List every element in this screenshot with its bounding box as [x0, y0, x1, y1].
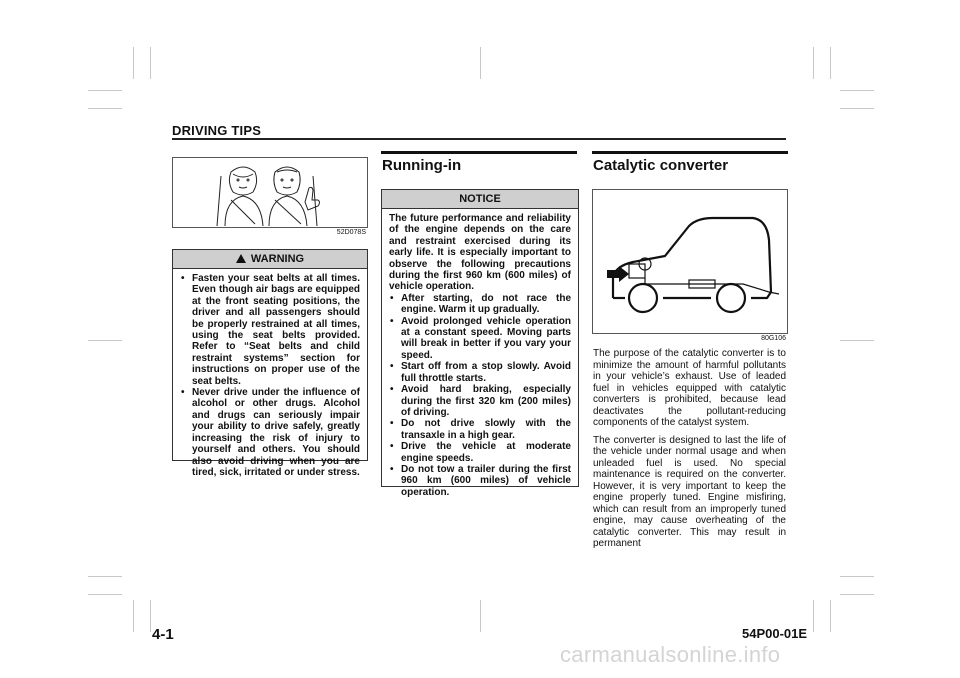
notice-box	[381, 189, 579, 498]
catalytic-converter-illustration	[592, 189, 788, 334]
running-in-heading: Running-in	[382, 157, 462, 174]
notice-item: • Do not drive slowly with the transaxle in a high gear.	[389, 418, 571, 441]
notice-body	[382, 209, 578, 504]
passengers-with-seatbelts-icon	[173, 158, 367, 227]
catalytic-heading: Catalytic converter	[593, 157, 729, 174]
warning-item: • Never drive under the influence of alcohol or other drugs. Alcohol and drugs can seriously impair your ability to drive safely, greatly increasing the risk of injury to yourself and others. You should also avoid driving when you are tired, sick, irritated or under stress.	[180, 387, 360, 478]
notice-item: • Drive the vehicle at moderate engine speeds.	[389, 441, 571, 464]
warning-triangle-icon	[236, 254, 246, 263]
warning-title: WARNING	[250, 253, 305, 265]
watermark: carmanualsonline.info	[560, 642, 781, 667]
paragraph: The converter is designed to last the life of the vehicle under normal usage and when unleaded fuel is used. No special maintenance is required on the converter. However, it is very important to keep the engine properly tuned. Engine misfiring, which can result from an improperly tuned engine, may cause overheating of the catalytic converter. This may result in permanent	[593, 434, 786, 549]
header-rule	[172, 138, 786, 140]
section-title: DRIVING TIPS	[172, 123, 262, 138]
notice-title: NOTICE	[382, 190, 578, 209]
warning-item: • Fasten your seat belts at all times. Even though air bags are equipped at the front seating positions, the driver and all passengers should be properly restrained at all times, using the seat belts provided. Refer to “Seat belts and child restraint systems” section for instructions on proper use of the seat belts.	[180, 273, 360, 387]
warning-title-bar	[173, 250, 367, 269]
notice-intro: The future performance and reliability of the engine depends on the care and restraint exercised during its early life. It is especially important to observe the following precautions during the first 960 km (600 miles) of vehicle operation.	[389, 213, 571, 293]
catalytic-heading-rule	[592, 151, 788, 154]
warning-list	[180, 273, 360, 478]
notice-list	[389, 293, 571, 498]
figure-code-right: 80G106	[761, 335, 786, 342]
notice-item: • Avoid hard braking, especially during the first 320 km (200 miles) of driving.	[389, 384, 571, 418]
car-exhaust-system-icon	[593, 190, 787, 333]
figure-code-left: 52D078S	[336, 229, 366, 236]
warning-box	[172, 249, 368, 478]
notice-item: • Start off from a stop slowly. Avoid full throttle starts.	[389, 361, 571, 384]
document-code: 54P00-01E	[742, 626, 808, 641]
notice-item: • After starting, do not race the engine. Warm it up gradually.	[389, 293, 571, 316]
notice-item: • Avoid prolonged vehicle operation at a constant speed. Moving parts will break in better if you vary your speed.	[389, 316, 571, 362]
seatbelt-illustration	[172, 157, 368, 228]
page-number: 4-1	[152, 626, 174, 643]
paragraph: The purpose of the catalytic converter is to minimize the amount of harmful pollutants in your vehicle’s exhaust. Use of leaded fuel in vehicles equipped with catalytic converters is prohibited, because lead deactivates the pollutant-reducing components of the catalyst system.	[593, 348, 786, 428]
notice-item: • Do not tow a trailer during the first 960 km (600 miles) of vehicle operation.	[389, 464, 571, 498]
catalytic-body-text	[593, 348, 786, 556]
running-in-heading-rule	[381, 151, 577, 154]
warning-body	[173, 269, 367, 484]
